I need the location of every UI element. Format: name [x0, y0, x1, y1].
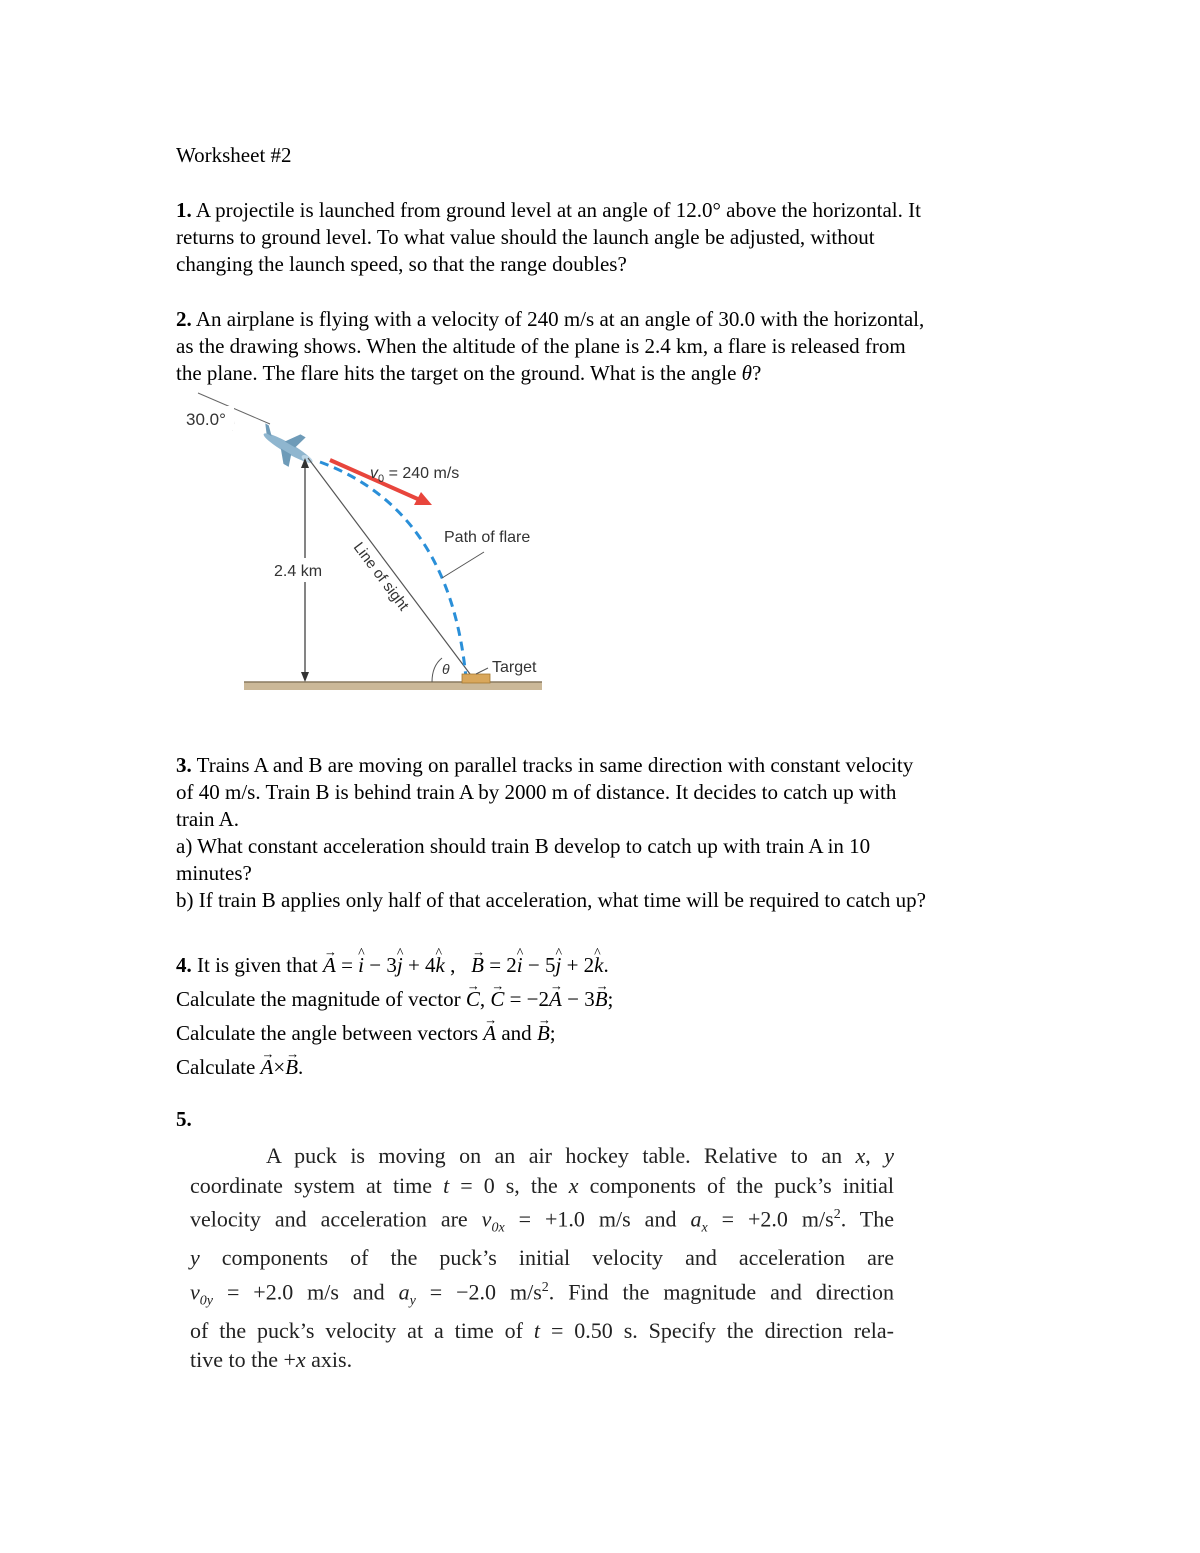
q5-l5vsub: 0y	[199, 1293, 213, 1309]
q5-l5sup: 2	[541, 1279, 549, 1295]
question-3-line-3: train A.	[176, 807, 239, 831]
magnitude-text: Calculate the magnitude of vector	[176, 987, 461, 1011]
question-4	[176, 948, 1036, 1084]
question-3-line-1: Trains A and B are moving on parallel tracks in same direction with constant velocity	[196, 753, 914, 777]
q5-line-1	[190, 1141, 894, 1171]
question-2-line-3: the plane. The flare hits the target on the ground. What is the angle	[176, 361, 737, 385]
q5-l6t: t	[533, 1317, 541, 1343]
airplane-flare-figure	[170, 390, 570, 700]
question-3-line-6: b) If train B applies only half of that acceleration, what time will be required to catch up?	[176, 888, 926, 912]
flare-path-leader	[442, 552, 484, 578]
angle-text: Calculate the angle between vectors	[176, 1021, 479, 1045]
question-3-number: 3.	[176, 753, 192, 777]
q5-l2t: t	[443, 1172, 450, 1198]
question-4-intro: It is given that	[197, 953, 318, 977]
theta-label: θ	[442, 661, 450, 677]
question-4-line-4	[176, 1050, 1036, 1084]
velocity-subscript: 0	[378, 473, 385, 485]
question-2-line-2: as the drawing shows. When the altitude of the plane is 2.4 km, a flare is released from	[176, 334, 906, 358]
velocity-value: = 240 m/s	[384, 465, 460, 482]
q5-l5b: = −2.0 m/s	[429, 1279, 542, 1305]
q5-l3c: = +2.0 m/s	[721, 1206, 834, 1232]
q5-l1c: ,	[865, 1143, 871, 1168]
vector-c-symbol: → C	[466, 982, 480, 1016]
ground	[244, 682, 542, 690]
unit-j: ^ j	[397, 948, 403, 982]
vector-b-symbol-3: → B	[537, 1016, 550, 1050]
q5-l3v: v	[481, 1206, 492, 1232]
vector-a-symbol-4: → A	[261, 1050, 274, 1084]
vector-b-symbol-4: → B	[285, 1050, 298, 1084]
q5-l3a2: a	[690, 1206, 702, 1232]
theta-arc	[432, 658, 442, 682]
q5-line-6	[190, 1316, 894, 1346]
q5-l5c: . Find the magnitude and direction	[548, 1279, 895, 1305]
question-5	[176, 1106, 1036, 1133]
altitude-arrow-bottom	[301, 672, 309, 682]
q5-l3b: = +1.0 m/s and	[518, 1206, 677, 1232]
question-3-line-4: a) What constant acceleration should train B develop to catch up with train A in 10	[176, 834, 871, 858]
velocity-label	[370, 465, 459, 485]
q5-l3a: velocity and acceleration are	[190, 1206, 468, 1232]
q5-line-5	[190, 1273, 894, 1316]
q5-l3vsub: 0x	[491, 1220, 505, 1236]
semicolon: ;	[607, 987, 614, 1011]
q5-l2c: components of the puck’s initial	[589, 1172, 895, 1198]
question-1-line-2: returns to ground level. To what value should the launch angle be adjusted, without	[176, 225, 875, 249]
q5-l4y: y	[190, 1245, 200, 1271]
cross-product-text: Calculate	[176, 1055, 256, 1079]
unit-k: ^ k	[436, 948, 445, 982]
vector-a-symbol-2: → A	[549, 982, 562, 1016]
q5-line-2	[190, 1171, 894, 1201]
q5-l1: A puck is moving on an air hockey table. Relative to an	[266, 1143, 843, 1168]
period: .	[603, 953, 609, 977]
times-sign: ×	[273, 1055, 286, 1079]
target-leader	[476, 668, 488, 674]
question-4-number: 4.	[176, 953, 192, 977]
question-2-number: 2.	[176, 307, 192, 331]
question-1-line-1: A projectile is launched from ground level at an angle of 12.0° above the horizontal. It	[195, 198, 921, 222]
period-2: .	[298, 1055, 304, 1079]
q5-l2b: = 0 s, the	[460, 1172, 558, 1198]
q5-l1y: y	[884, 1143, 894, 1168]
airplane-icon	[252, 416, 321, 475]
target	[462, 674, 490, 683]
question-2-line-1: An airplane is flying with a velocity of 240 m/s at an angle of 30.0 with the horizontal,	[195, 307, 925, 331]
question-3-line-2: of 40 m/s. Train B is behind train A by 2000 m of distance. It decides to catch up with	[176, 780, 897, 804]
q5-l2a: coordinate system at time	[190, 1172, 433, 1198]
line-of-sight-label: Line of sight	[349, 539, 413, 615]
q5-l4a: components of the puck’s initial velocity and acceleration are	[221, 1245, 894, 1271]
unit-k-b: ^ k	[594, 948, 603, 982]
vector-c-symbol-2: → C	[490, 982, 504, 1016]
unit-j-b: ^ j	[555, 948, 561, 982]
question-5-number: 5.	[176, 1107, 192, 1131]
question-3	[176, 752, 1036, 914]
question-5-text-block	[190, 1141, 894, 1375]
q5-line-3	[190, 1200, 894, 1243]
q5-l5asub: y	[409, 1293, 416, 1309]
q5-line-7	[190, 1345, 894, 1375]
equals-sign: =	[335, 953, 359, 977]
q5-l5a: = +2.0 m/s and	[226, 1279, 385, 1305]
flare-path-label: Path of flare	[444, 529, 531, 546]
q5-l2x: x	[568, 1172, 579, 1198]
q5-l6b: = 0.50 s. Specify the direction rela-	[550, 1317, 895, 1343]
q5-l1x: x	[855, 1143, 866, 1168]
question-2	[176, 306, 1036, 387]
target-label: Target	[492, 659, 537, 676]
unit-i-b: ^ i	[517, 948, 523, 982]
worksheet-title	[176, 142, 1036, 169]
question-1-number: 1.	[176, 198, 192, 222]
q5-line-4	[190, 1243, 894, 1273]
q5-l5v: v	[190, 1279, 200, 1305]
q5-l6a: of the puck’s velocity at a time of	[190, 1317, 523, 1343]
q5-l7x: x	[295, 1347, 306, 1373]
q5-l3d: . The	[840, 1206, 894, 1232]
velocity-symbol: v	[370, 465, 378, 482]
question-4-line-2	[176, 982, 1036, 1016]
equals-minus-2: = −2	[504, 987, 550, 1011]
comma-2: ,	[479, 987, 491, 1011]
semicolon-2: ;	[549, 1021, 556, 1045]
question-3-line-5: minutes?	[176, 861, 252, 885]
flare-path	[320, 462, 466, 678]
minus-3: − 3	[364, 953, 397, 977]
vector-a-symbol-3: → A	[483, 1016, 496, 1050]
title-text: Worksheet #2	[176, 143, 292, 167]
question-1	[176, 197, 1036, 278]
and-text: and	[496, 1021, 537, 1045]
vector-b-symbol-2: → B	[595, 982, 608, 1016]
line-of-sight	[308, 458, 476, 682]
equals-2: = 2	[483, 953, 517, 977]
plus-2: + 2	[561, 953, 595, 977]
vector-a-symbol: → A	[323, 948, 336, 982]
minus-3b: − 3	[561, 987, 595, 1011]
altitude-label: 2.4 km	[274, 563, 323, 580]
vector-b-symbol: → B	[471, 948, 484, 982]
q5-l5a2: a	[398, 1279, 410, 1305]
q5-l3asub: x	[701, 1220, 708, 1236]
question-4-line-3	[176, 1016, 1036, 1050]
q5-l7a: tive to the +	[190, 1347, 296, 1373]
unit-i: ^ i	[358, 948, 364, 982]
angle-label: 30.0°	[186, 410, 226, 429]
question-1-line-3: changing the launch speed, so that the range doubles?	[176, 252, 627, 276]
q5-l7b: axis.	[311, 1347, 353, 1373]
plus-4: + 4	[402, 953, 436, 977]
question-2-qmark: ?	[752, 361, 762, 385]
comma: ,	[444, 953, 456, 977]
q5-l3sup: 2	[833, 1207, 841, 1222]
minus-5: − 5	[522, 953, 556, 977]
question-2-theta: θ	[741, 361, 752, 385]
